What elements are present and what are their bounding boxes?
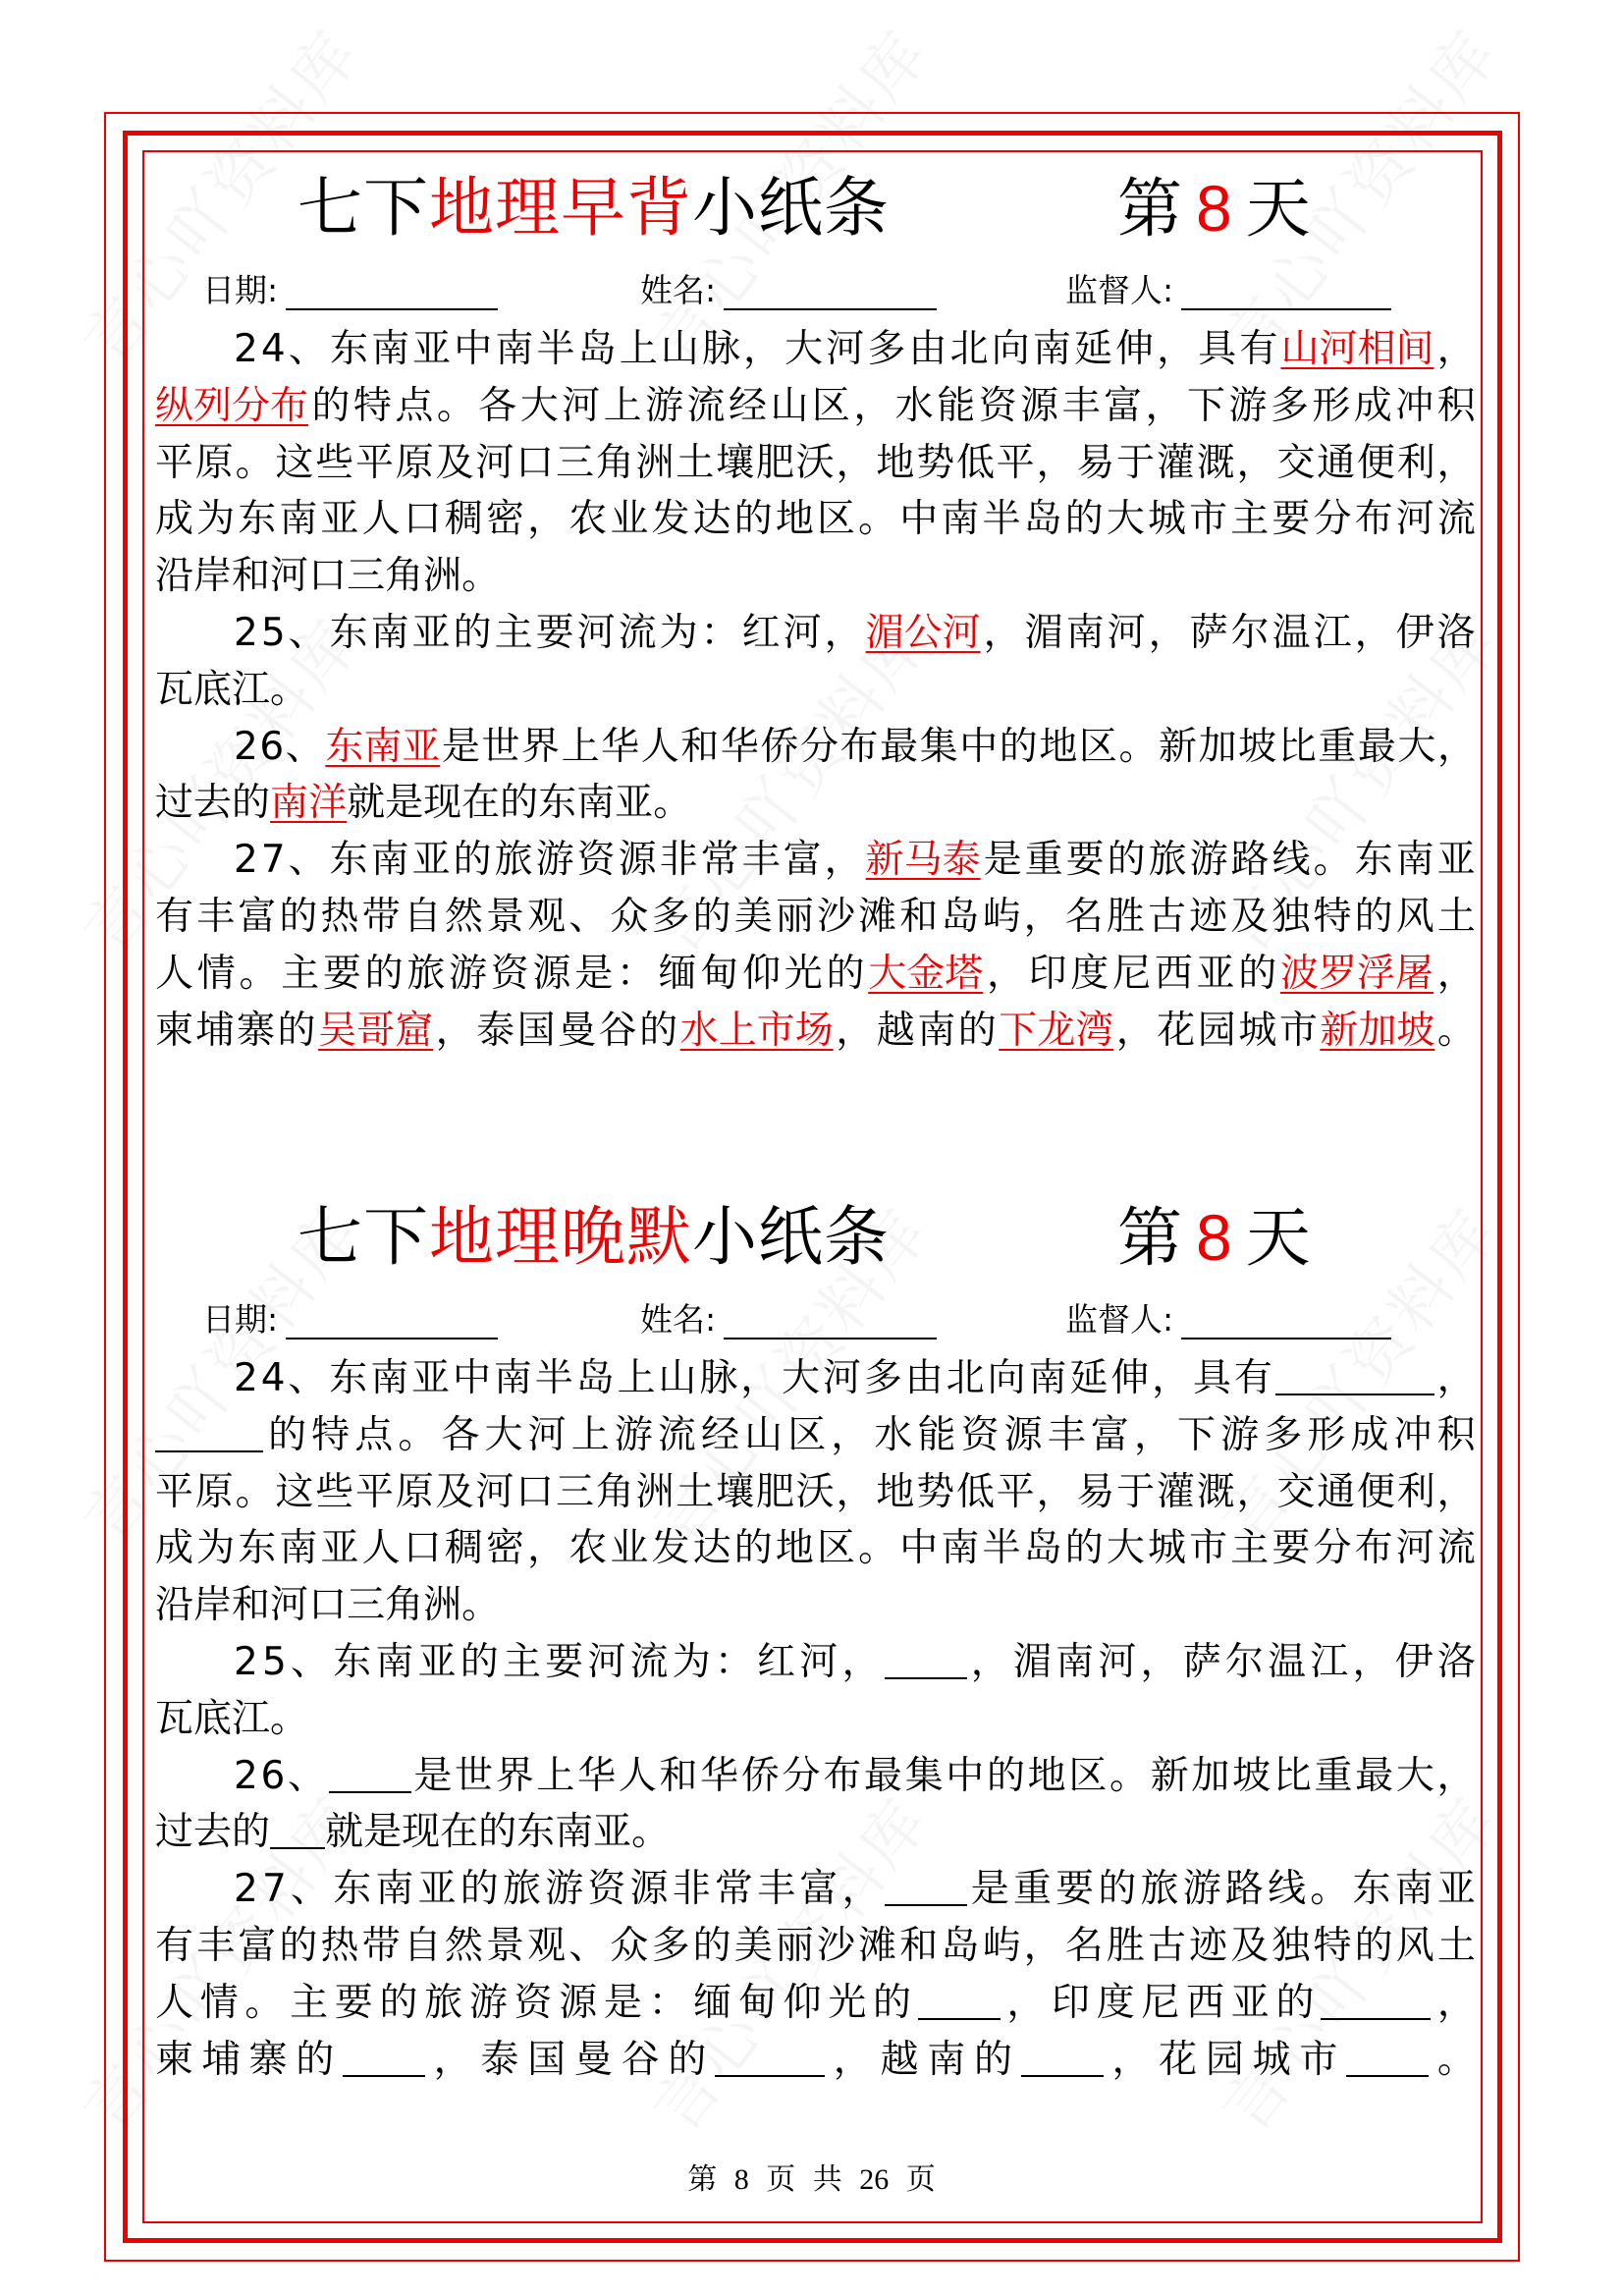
section-title [155, 167, 1476, 249]
section-body [155, 321, 1476, 1059]
date-blank[interactable] [286, 275, 498, 310]
text-line: 过 去 的 就 是 现 在 的 东 南 亚 。 [155, 1804, 1476, 1861]
title-main: 七下地理早背小纸条 [298, 170, 890, 246]
text-line: 瓦 底 江 。 [155, 1696, 309, 1741]
text-line: 平 原 。 这 些 平 原 及 河 口 三 角 洲 土 壤 肥 沃 ， 地 势 低 平 ， 易 于 灌 溉 ， 交 通 便 利 ， [155, 440, 1476, 485]
text-line: 2 6 、 是 世 界 上 华 人 和 华 侨 分 布 最 集 中 的 地 区 。 新 加 坡 比 重 最 大 ， [155, 1748, 1476, 1805]
day-number: 8 [1196, 172, 1232, 245]
text-line: 过 去 的 南洋 就 是 现 在 的 东 南 亚 。 [155, 775, 1476, 832]
fill-in-blank[interactable] [885, 1861, 967, 1906]
text-line: 平 原 。 这 些 平 原 及 河 口 三 角 洲 土 壤 肥 沃 ， 地 势 低 平 ， 易 于 灌 溉 ， 交 通 便 利 ， [155, 1469, 1476, 1514]
section-body [155, 1350, 1476, 2088]
text-line: 柬 埔 寨 的 ， 泰 国 曼 谷 的 ， 越 南 的 ， 花 园 城 市 。 [155, 2032, 1476, 2089]
name-field[interactable]: 姓名: [640, 1300, 937, 1339]
answer-key: 下龙湾 [999, 1008, 1114, 1053]
supervisor-field[interactable]: 监督人: [1065, 1300, 1391, 1339]
text-line: 有 丰 富 的 热 带 自 然 景 观 、 众 多 的 美 丽 沙 滩 和 岛 屿 ， 名 胜 古 迹 及 独 特 的 风 土 [155, 1923, 1476, 1968]
text-line: 2 7 、 东 南 亚 的 旅 游 资 源 非 常 丰 富 ， 新马泰 是 重 要 的 旅 游 路 线 。 东 南 亚 [155, 832, 1476, 889]
text-line: 柬 埔 寨 的 吴哥窟 ， 泰 国 曼 谷 的 水上市场 ， 越 南 的 下龙湾 ， 花 园 城 市 新加坡 。 [155, 1003, 1476, 1060]
text-line: 的 特 点 。 各 大 河 上 游 流 经 山 区 ， 水 能 资 源 丰 富 ， 下 游 多 形 成 冲 积 [155, 1407, 1476, 1464]
answer-key: 新加坡 [1320, 1008, 1435, 1053]
fill-in-blank[interactable] [155, 1407, 263, 1452]
text-line: 2 5 、 东 南 亚 的 主 要 河 流 为 ： 红 河 ， 湄公河 ， 湄 南 河 ， 萨 尔 温 江 ， 伊 洛 [155, 605, 1476, 662]
day-number: 8 [1196, 1201, 1232, 1274]
answer-key: 波罗浮屠 [1279, 951, 1434, 996]
supervisor-blank[interactable] [1181, 275, 1391, 310]
text-line: 2 5 、 东 南 亚 的 主 要 河 流 为 ： 红 河 ， ， 湄 南 河 ， 萨 尔 温 江 ， 伊 洛 [155, 1634, 1476, 1691]
section-title [155, 1196, 1476, 1279]
text-line: 沿 岸 和 河 口 三 角 洲 。 [155, 1583, 501, 1628]
text-line: 人 情 。 主 要 的 旅 游 资 源 是 ： 缅 甸 仰 光 的 ， 印 度 尼 西 亚 的 ， [155, 1975, 1476, 2032]
fill-in-blank[interactable] [885, 1634, 967, 1679]
evening-dictation-section [155, 1196, 1476, 2088]
answer-key: 新马泰 [865, 838, 981, 883]
answer-key: 纵列分布 [155, 383, 309, 428]
title-highlight: 地理晚默 [429, 1199, 692, 1275]
page-number: 第 8 页 共 26 页 [687, 2163, 936, 2196]
answer-key: 山河相间 [1280, 327, 1434, 371]
answer-key: 东南亚 [325, 724, 441, 769]
text-line: 2 7 、 东 南 亚 的 旅 游 资 源 非 常 丰 富 ， 是 重 要 的 旅 游 路 线 。 东 南 亚 [155, 1861, 1476, 1918]
title-main: 七下地理晚默小纸条 [298, 1199, 890, 1275]
info-row [155, 263, 1476, 320]
date-field[interactable]: 日期: [202, 1300, 498, 1339]
fill-in-blank[interactable] [343, 2032, 425, 2077]
name-blank[interactable] [724, 1304, 937, 1339]
name-blank[interactable] [724, 275, 937, 310]
answer-key: 大金塔 [868, 951, 984, 996]
text-line: 瓦 底 江 。 [155, 667, 309, 712]
fill-in-blank[interactable] [270, 1804, 325, 1849]
date-field[interactable]: 日期: [202, 271, 498, 310]
answer-key: 水上市场 [679, 1008, 834, 1053]
supervisor-field[interactable]: 监督人: [1065, 271, 1391, 310]
text-line: 成 为 东 南 亚 人 口 稠 密 ， 农 业 发 达 的 地 区 。 中 南 半 岛 的 大 城 市 主 要 分 布 河 流 [155, 497, 1476, 542]
supervisor-blank[interactable] [1181, 1304, 1391, 1339]
fill-in-blank[interactable] [918, 1975, 1001, 2020]
answer-key: 吴哥窟 [318, 1008, 434, 1053]
fill-in-blank[interactable] [329, 1748, 411, 1793]
fill-in-blank[interactable] [1346, 2032, 1429, 2077]
text-line: 成 为 东 南 亚 人 口 稠 密 ， 农 业 发 达 的 地 区 。 中 南 半 岛 的 大 城 市 主 要 分 布 河 流 [155, 1526, 1476, 1571]
fill-in-blank[interactable] [1321, 1975, 1431, 2020]
text-line: 2 6 、 东南亚 是 世 界 上 华 人 和 华 侨 分 布 最 集 中 的 地 区 。 新 加 坡 比 重 最 大 ， [155, 719, 1476, 776]
answer-key: 湄公河 [865, 610, 981, 655]
title-day: 第 8 天 [1117, 1200, 1311, 1276]
text-line: 人 情 。 主 要 的 旅 游 资 源 是 ： 缅 甸 仰 光 的 大金塔 ， 印 度 尼 西 亚 的 波罗浮屠 ， [155, 946, 1476, 1003]
fill-in-blank[interactable] [1275, 1350, 1434, 1395]
date-blank[interactable] [286, 1304, 498, 1339]
fill-in-blank[interactable] [715, 2032, 825, 2077]
title-highlight: 地理早背 [429, 170, 692, 246]
text-line: 沿 岸 和 河 口 三 角 洲 。 [155, 554, 501, 599]
title-day: 第 8 天 [1117, 171, 1311, 246]
text-line: 纵列分布 的 特 点 。 各 大 河 上 游 流 经 山 区 ， 水 能 资 源 丰 富 ， 下 游 多 形 成 冲 积 [155, 378, 1476, 435]
text-line: 有 丰 富 的 热 带 自 然 景 观 、 众 多 的 美 丽 沙 滩 和 岛 屿 ， 名 胜 古 迹 及 独 特 的 风 土 [155, 894, 1476, 939]
text-line: 2 4 、 东 南 亚 中 南 半 岛 上 山 脉 ， 大 河 多 由 北 向 南 延 伸 ， 具 有 山河相间 ， [155, 321, 1476, 378]
fill-in-blank[interactable] [1021, 2032, 1104, 2077]
info-row [155, 1292, 1476, 1349]
morning-recitation-section [155, 167, 1476, 1059]
answer-key: 南洋 [270, 781, 348, 826]
name-field[interactable]: 姓名: [640, 271, 937, 310]
text-line: 2 4 、 东 南 亚 中 南 半 岛 上 山 脉 ， 大 河 多 由 北 向 南 延 伸 ， 具 有 ， [155, 1350, 1476, 1407]
